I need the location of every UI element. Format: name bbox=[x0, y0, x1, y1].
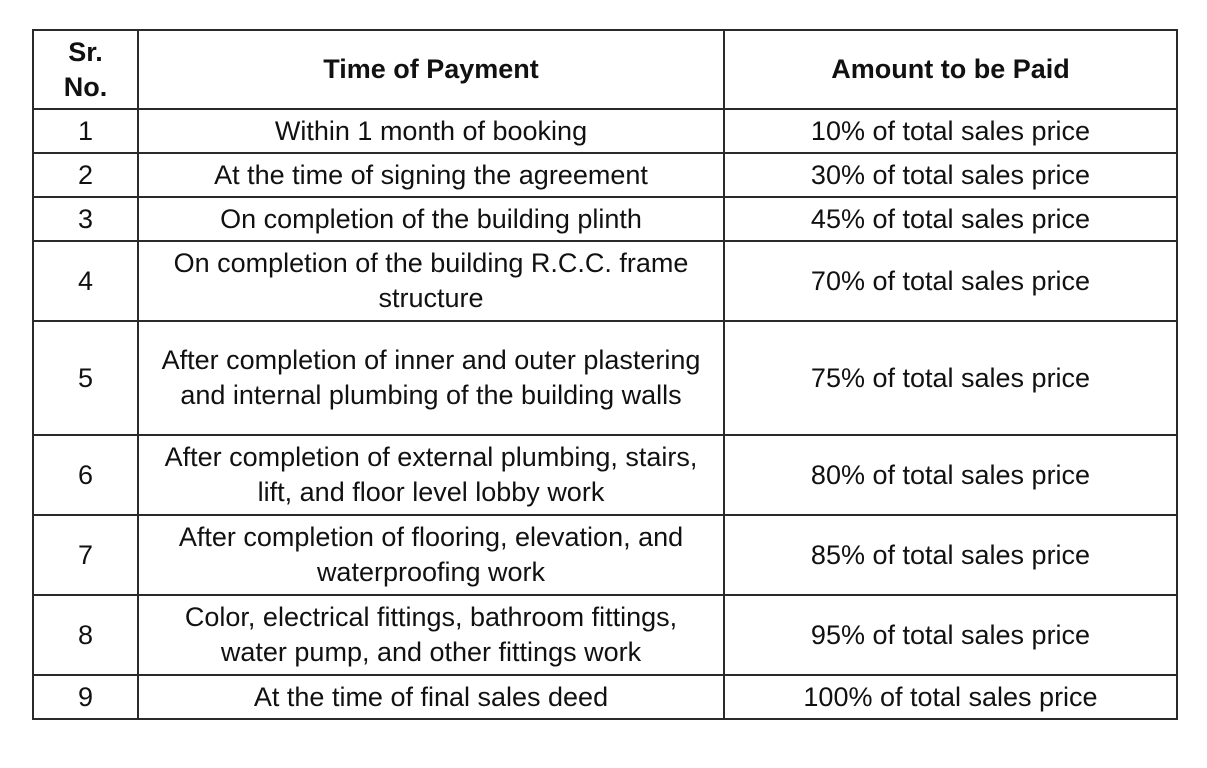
sr-no-cell: 3 bbox=[33, 197, 138, 241]
table-row bbox=[33, 435, 1177, 515]
time-of-payment-cell: After completion of external plumbing, stairs, lift, and floor level lobby work bbox=[138, 435, 724, 515]
table-row bbox=[33, 197, 1177, 241]
sr-no-cell: 4 bbox=[33, 241, 138, 321]
time-of-payment-cell: Color, electrical fittings, bathroom fittings, water pump, and other fittings work bbox=[138, 595, 724, 675]
header-amount-to-be-paid: Amount to be Paid bbox=[724, 30, 1177, 109]
payment-schedule-table bbox=[32, 29, 1178, 720]
sr-no-cell: 6 bbox=[33, 435, 138, 515]
table-row bbox=[33, 241, 1177, 321]
header-time-of-payment: Time of Payment bbox=[138, 30, 724, 109]
time-of-payment-cell: On completion of the building plinth bbox=[138, 197, 724, 241]
amount-cell: 10% of total sales price bbox=[724, 109, 1177, 153]
table-row bbox=[33, 675, 1177, 719]
amount-cell: 80% of total sales price bbox=[724, 435, 1177, 515]
time-of-payment-cell: At the time of signing the agreement bbox=[138, 153, 724, 197]
time-of-payment-cell: On completion of the building R.C.C. frame structure bbox=[138, 241, 724, 321]
sr-no-cell: 7 bbox=[33, 515, 138, 595]
amount-cell: 85% of total sales price bbox=[724, 515, 1177, 595]
sr-no-cell: 8 bbox=[33, 595, 138, 675]
time-of-payment-cell: After completion of flooring, elevation, and waterproofing work bbox=[138, 515, 724, 595]
sr-no-cell: 9 bbox=[33, 675, 138, 719]
time-of-payment-cell: Within 1 month of booking bbox=[138, 109, 724, 153]
sr-no-cell: 2 bbox=[33, 153, 138, 197]
sr-no-cell: 1 bbox=[33, 109, 138, 153]
amount-cell: 70% of total sales price bbox=[724, 241, 1177, 321]
header-row bbox=[33, 30, 1177, 109]
amount-cell: 100% of total sales price bbox=[724, 675, 1177, 719]
header-sr-no: Sr. No. bbox=[33, 30, 138, 109]
table-row bbox=[33, 109, 1177, 153]
table-row bbox=[33, 321, 1177, 435]
table-row bbox=[33, 595, 1177, 675]
amount-cell: 45% of total sales price bbox=[724, 197, 1177, 241]
amount-cell: 95% of total sales price bbox=[724, 595, 1177, 675]
time-of-payment-cell: After completion of inner and outer plastering and internal plumbing of the building walls bbox=[138, 321, 724, 435]
table-body bbox=[33, 109, 1177, 719]
amount-cell: 75% of total sales price bbox=[724, 321, 1177, 435]
table-row bbox=[33, 153, 1177, 197]
table-row bbox=[33, 515, 1177, 595]
time-of-payment-cell: At the time of final sales deed bbox=[138, 675, 724, 719]
amount-cell: 30% of total sales price bbox=[724, 153, 1177, 197]
sr-no-cell: 5 bbox=[33, 321, 138, 435]
table-header bbox=[33, 30, 1177, 109]
